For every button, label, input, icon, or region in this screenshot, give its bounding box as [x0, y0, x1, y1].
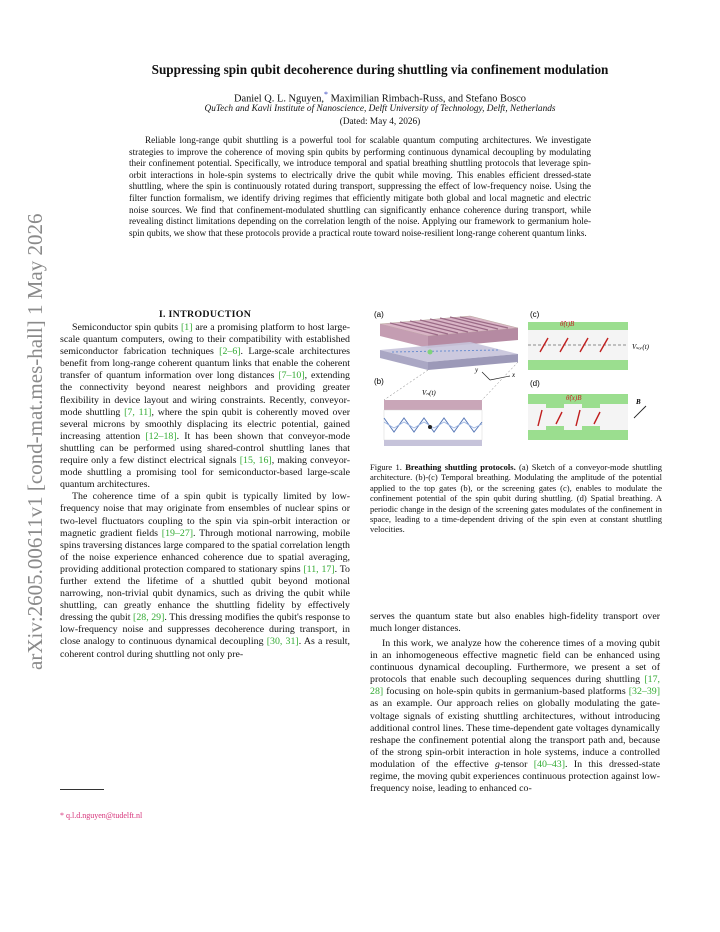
- other-authors: Maximilian Rimbach-Russ, and Stefano Bosco: [328, 93, 526, 105]
- citation-link[interactable]: [7, 11]: [124, 406, 152, 418]
- panel-label-a: (a): [374, 310, 384, 319]
- left-column: [60, 322, 350, 661]
- email-link[interactable]: q.l.d.nguyen@tudelft.nl: [66, 811, 143, 820]
- footnote-mark: *: [60, 811, 64, 820]
- citation-link[interactable]: [30, 31]: [266, 636, 299, 648]
- arxiv-stamp-text: arXiv:2605.00611v1 [cond-mat.mes-hall] 1 May 2026: [23, 213, 47, 670]
- citation-link[interactable]: [32–39]: [628, 686, 660, 698]
- affiliation: QuTech and Kavli Institute of Nanoscience, Delft University of Technology, Delft, Netherlands: [204, 104, 556, 114]
- panel-label-d: (d): [530, 379, 540, 388]
- axis-x-label: x: [512, 371, 516, 379]
- figure-caption: Figure 1. Breathing shuttling protocols. (a) Sketch of a conveyor-mode shuttling architecture. (b)-(c) Temporal breathing. Modulating the amplitude of the potential applied to the top gates (b), or the screening gates (c), enables to modulate the confinement potential of the spin qubit during shuttling. (d) Spatial breathing. A periodic change in the design of the screening gates modulates of the confinement in space, leading to a time-dependent driving of the spin even at constant shuttling velocities.: [370, 462, 662, 535]
- right-column-top: [370, 611, 660, 635]
- label-vscr: Vₛₒᵣ(t): [632, 343, 649, 351]
- section-heading: I. INTRODUCTION: [158, 309, 252, 320]
- author-footnote-mark[interactable]: *: [324, 90, 329, 99]
- citation-link[interactable]: [17, 28]: [370, 674, 660, 698]
- author-list: [60, 90, 700, 104]
- citation-link[interactable]: [1]: [180, 322, 193, 333]
- label-vn: Vₙ(t): [422, 389, 436, 397]
- right-paragraph-2: In this work, we analyze how the coherence times of a moving qubit in an inhomogeneous effective magnetic field can be enhanced using continuous dynamical decoupling. Furthermore, we present a set of protocols that enable such decoupling sequences during shuttling [17, 28] focusing on hole-spin qubits in germanium-based platforms [32–39] as an example. Our approach relies on globally modulating the gate-voltage signals of existing shuttling architectures, without introducing additional control lines. These time-dependent gate voltages dynamically reshape the confinement potential along the transport path and, because of the strong spin-orbit interaction in hole systems, induce a controlled modulation of the effective g-tensor [40–43]. In this dressed-state regime, the moving qubit experiences continuous protection against low-frequency noise, leading to enhanced co-: [370, 638, 660, 795]
- right-column-body: [370, 638, 660, 795]
- abstract: Reliable long-range qubit shuttling is a powerful tool for scalable quantum computing architectures. We investigate strategies to improve the coherence of moving spin qubits by performing continuous dynamical decoupling by modulating their confinement potential. Specifically, we introduce temporal and spatial breathing shuttling protocols that leverage spin-orbit interactions in hole-spin systems to electrically drive the qubit while moving. This enables efficient dressed-state shuttling, where the spin is continuously rotated during transport, suppressing the effect of low-frequency noise. Using the filter function formalism, we identify driving regimes that efficiently mitigate both global and local magnetic and electric noise sources. We find that confinement-modulated shuttling can significantly enhance coherence during transport, while revealing distinct limitations depending on the correlation length of the noise. Applying our framework to germanium hole-spin qubits, we show that these protocols provide a practical route toward noise-resilient long-range coherent quantum links.: [129, 135, 591, 238]
- date-line: (Dated: May 4, 2026): [339, 117, 421, 127]
- citation-link[interactable]: [12–18]: [145, 430, 177, 442]
- caption-title: Breathing shuttling protocols.: [405, 462, 516, 472]
- figure-1-graphic: [370, 308, 662, 458]
- footnote: [60, 811, 142, 820]
- label-b: B: [636, 398, 641, 406]
- label-theta-d: θ̂(x)B: [566, 394, 582, 402]
- citation-link[interactable]: [15, 16]: [239, 455, 272, 467]
- arxiv-side-stamp: [8, 200, 54, 670]
- citation-link[interactable]: [28, 29]: [133, 612, 165, 624]
- right-paragraph-1: serves the quantum state but also enables high-fidelity transport over much longer distances.: [370, 611, 660, 635]
- panel-label-b: (b): [374, 377, 384, 386]
- citation-link[interactable]: [11, 17]: [303, 563, 335, 575]
- label-theta-c: θ̂(t)B: [560, 320, 575, 328]
- paper-title: Suppressing spin qubit decoherence during shuttling via confinement modulation: [151, 62, 609, 77]
- citation-link[interactable]: [7–10]: [278, 370, 305, 382]
- intro-paragraph-2: The coherence time of a spin qubit is typically limited by low-frequency noise that may originate from ensembles of nuclear spins or two-level fluctuators coupling to the spin via spin-orbit interaction or magnetic gradient fields [19–27]. Through motional narrowing, mobile spins traversing distances large compared to the spatial correlation length of the noise experience enhanced coherence due to spatial averaging, providing additional protection compared to stationary spins [11, 17]. To further extend the lifetime of a shuttled qubit beyond motional narrowing, non-trivial qubit dynamics, such as driving the qubit while shuttling, can greatly enhance the shuttling fidelity by effectively dressing the qubit [28, 29]. This dressing modifies the qubit's response to low-frequency noise and suppresses decoherence during transport, in close analogy to continuous dynamical decoupling [30, 31]. As a result, coherent control during shuttling not only pre-: [60, 491, 351, 660]
- footnote-rule: [60, 789, 104, 790]
- citation-link[interactable]: [2–6]: [219, 346, 241, 358]
- axis-y-label: y: [475, 366, 479, 374]
- citation-link[interactable]: [19–27]: [161, 527, 194, 539]
- citation-link[interactable]: [40–43]: [533, 758, 565, 770]
- figure-1: [370, 308, 662, 458]
- first-author: Daniel Q. L. Nguyen,: [233, 93, 325, 105]
- panel-label-c: (c): [530, 310, 540, 319]
- intro-paragraph-1: Semiconductor spin qubits [1] are a promising platform to host large-scale quantum computers, owing to their compatibility with established semiconductor fabrication techniques [2–6]. Large-scale architectures benefit from long-range coherent quantum links that enable the coherent transfer of quantum information over long distances [7–10], extending the connectivity beyond nearest neighbors and providing greater flexibility in device layout and wiring constraints. Recently, conveyor-mode shuttling [7, 11], where the spin qubit is coherently moved over several microns by smoothly displacing its electric potential, gained increasing attention [12–18]. It has been shown that conveyor-mode shuttling can be performed using shared-control shuttling lanes that require only a few distinct electrical signals [15, 16], making conveyor-mode shuttling a promising tool for semiconductor-based large-scale quantum architectures.: [60, 322, 351, 491]
